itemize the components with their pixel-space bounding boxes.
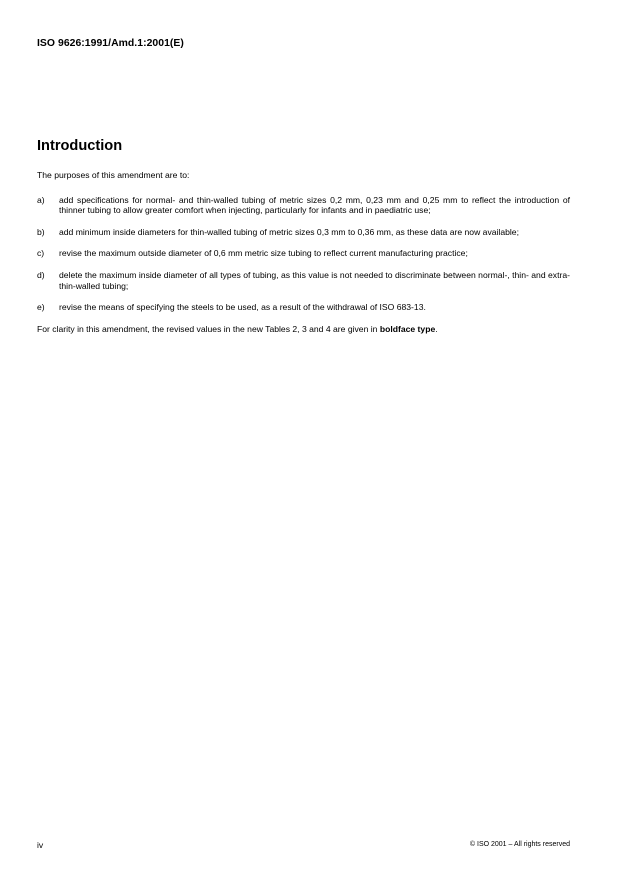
section-title: Introduction bbox=[37, 138, 123, 154]
list-item-text: add specifications for normal- and thin-walled tubing of metric sizes 0,2 mm, 0,23 mm and 0,25 mm to reflect the introduction of thinner tubing to allow greater comfort when injecting, particularly for infants and in paediatric use; bbox=[59, 194, 570, 216]
closing-text: For clarity in this amendment, the revised values in the new Tables 2, 3 and 4 are given in bbox=[37, 323, 380, 334]
intro-paragraph: The purposes of this amendment are to: bbox=[37, 170, 190, 180]
list-item bbox=[37, 248, 570, 259]
page-number: iv bbox=[37, 840, 44, 850]
list-item-text: delete the maximum inside diameter of all types of tubing, as this value is not needed to discriminate between normal-, thin- and extra-thin-walled tubing; bbox=[59, 269, 570, 291]
document-header: ISO 9626:1991/Amd.1:2001(E) bbox=[37, 38, 184, 49]
list-item-marker: d) bbox=[37, 269, 45, 280]
list-item bbox=[37, 195, 570, 216]
list-item-marker: c) bbox=[37, 248, 45, 259]
list-item bbox=[37, 302, 570, 313]
list-item-marker: b) bbox=[37, 226, 45, 237]
list-item-text: revise the maximum outside diameter of 0,6 mm metric size tubing to reflect current manufacturing practice; bbox=[59, 248, 468, 259]
list-item-marker: e) bbox=[37, 302, 45, 313]
section-body bbox=[37, 170, 570, 334]
closing-paragraph bbox=[37, 324, 570, 335]
list-item-marker: a) bbox=[37, 194, 45, 205]
list-item bbox=[37, 270, 570, 291]
closing-bold-text: boldface type bbox=[379, 323, 436, 334]
list-item-text: revise the means of specifying the steels to be used, as a result of the withdrawal of ISO 683-13. bbox=[59, 302, 426, 313]
closing-suffix: . bbox=[435, 323, 438, 334]
copyright-notice: © ISO 2001 – All rights reserved bbox=[469, 841, 570, 848]
list-item bbox=[37, 227, 570, 238]
purpose-list bbox=[37, 195, 570, 313]
list-item-text: add minimum inside diameters for thin-walled tubing of metric sizes 0,3 mm to 0,36 mm, as these data are now available; bbox=[59, 226, 519, 237]
